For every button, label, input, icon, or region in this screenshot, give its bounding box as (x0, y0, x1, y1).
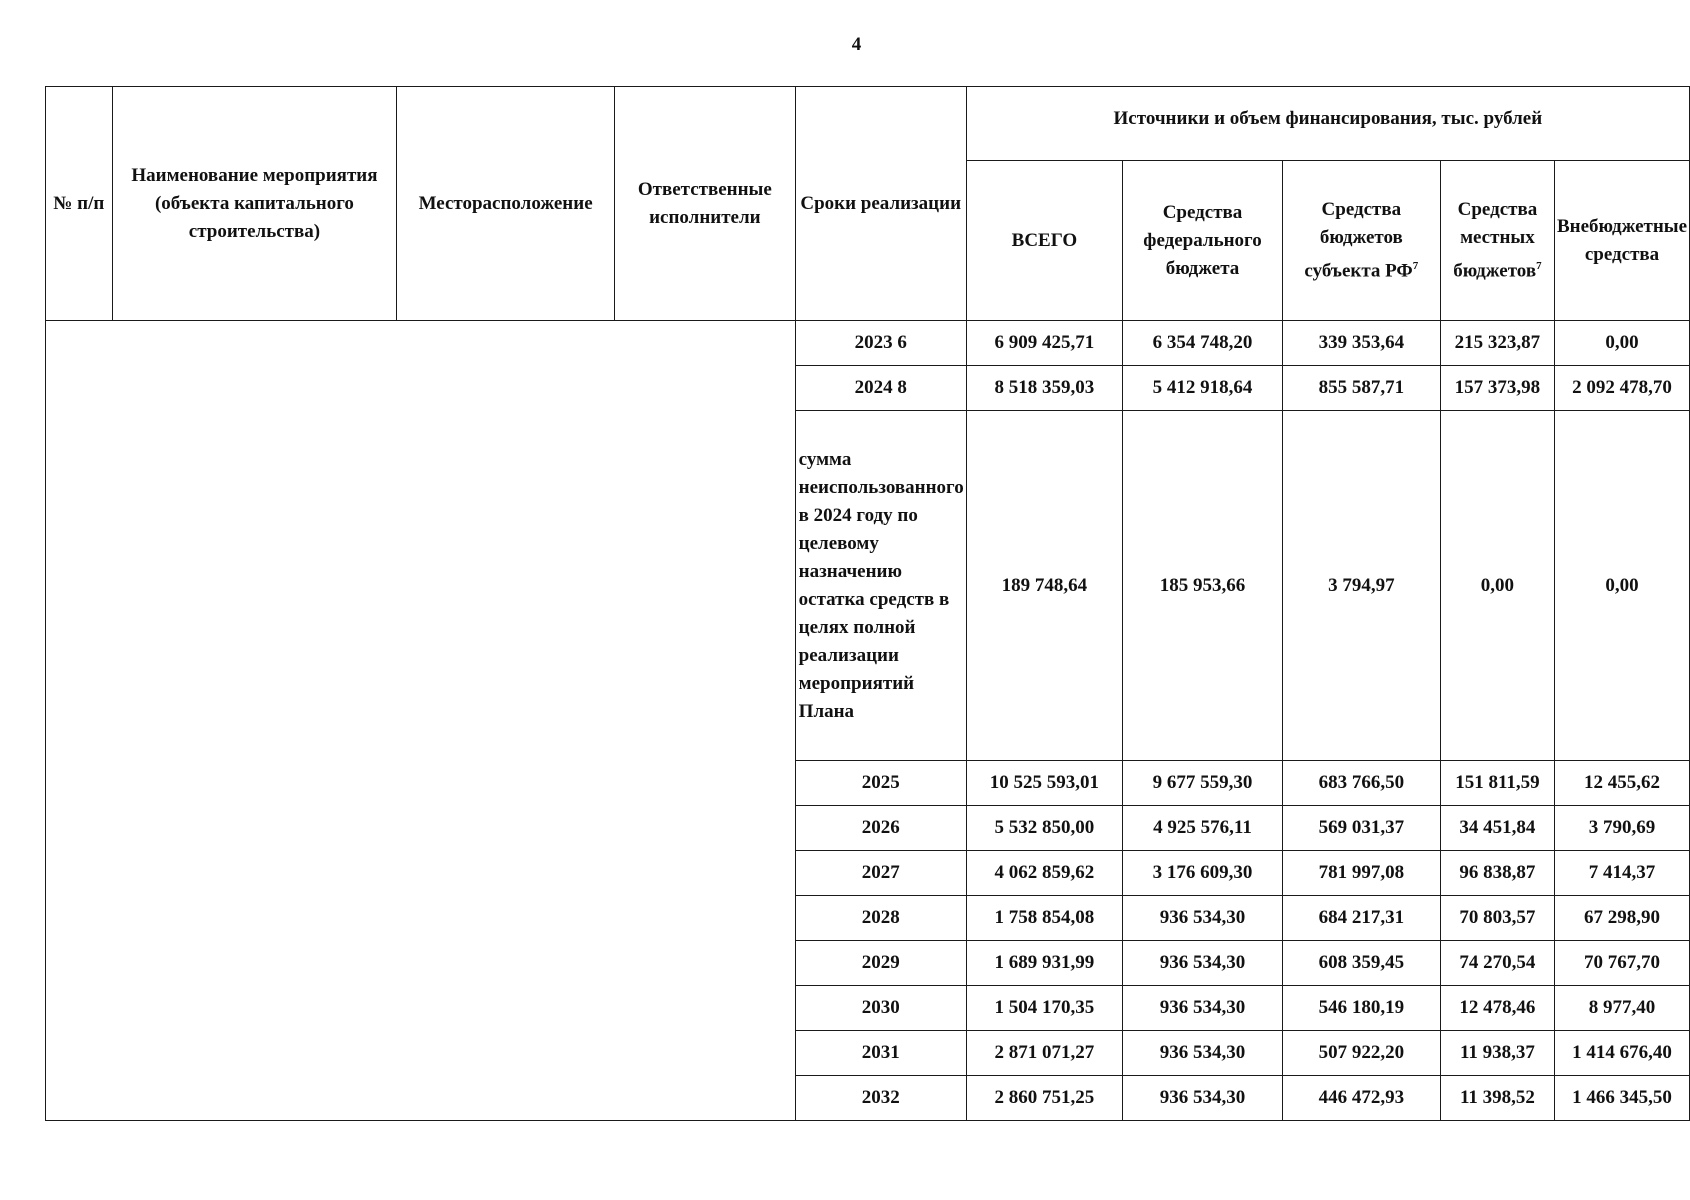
table-row (46, 321, 1690, 366)
row-federal: 936 534,30 (1123, 896, 1283, 941)
row-total: 2 860 751,25 (966, 1076, 1122, 1121)
header-responsible: Ответственные исполнители (615, 87, 796, 321)
row-federal: 5 412 918,64 (1123, 366, 1283, 411)
row-local: 0,00 (1440, 411, 1554, 761)
header-regional-footnote: 7 (1412, 259, 1419, 272)
header-local-footnote: 7 (1536, 259, 1542, 272)
row-local: 215 323,87 (1440, 321, 1554, 366)
row-federal: 6 354 748,20 (1123, 321, 1283, 366)
row-term: 2028 (795, 896, 966, 941)
row-term: 2026 (795, 806, 966, 851)
row-term: 2031 (795, 1031, 966, 1076)
row-local: 11 938,37 (1440, 1031, 1554, 1076)
header-location: Месторасположение (397, 87, 615, 321)
row-extra: 67 298,90 (1555, 896, 1690, 941)
row-total: 189 748,64 (966, 411, 1122, 761)
header-name: Наименование мероприятия (объекта капитального строительства) (112, 87, 397, 321)
row-federal: 185 953,66 (1123, 411, 1283, 761)
row-local: 96 838,87 (1440, 851, 1554, 896)
row-extra: 1 414 676,40 (1555, 1031, 1690, 1076)
row-federal: 936 534,30 (1123, 1076, 1283, 1121)
row-regional: 683 766,50 (1282, 761, 1440, 806)
row-total: 2 871 071,27 (966, 1031, 1122, 1076)
row-regional: 507 922,20 (1282, 1031, 1440, 1076)
row-total: 4 062 859,62 (966, 851, 1122, 896)
row-federal: 9 677 559,30 (1123, 761, 1283, 806)
row-extra: 2 092 478,70 (1555, 366, 1690, 411)
row-regional: 339 353,64 (1282, 321, 1440, 366)
row-regional: 569 031,37 (1282, 806, 1440, 851)
row-federal: 936 534,30 (1123, 986, 1283, 1031)
row-term: 2030 (795, 986, 966, 1031)
row-regional: 855 587,71 (1282, 366, 1440, 411)
header-federal: Средства федерального бюджета (1123, 161, 1283, 321)
row-total: 6 909 425,71 (966, 321, 1122, 366)
empty-merged-cell (46, 321, 796, 1121)
header-regional (1282, 161, 1440, 321)
financing-table (45, 86, 1690, 1121)
row-federal: 4 925 576,11 (1123, 806, 1283, 851)
row-local: 34 451,84 (1440, 806, 1554, 851)
row-extra: 0,00 (1555, 321, 1690, 366)
row-local: 74 270,54 (1440, 941, 1554, 986)
row-term: 2023 6 (795, 321, 966, 366)
header-terms: Сроки реализации (795, 87, 966, 321)
row-regional: 608 359,45 (1282, 941, 1440, 986)
row-total: 1 504 170,35 (966, 986, 1122, 1031)
row-total: 10 525 593,01 (966, 761, 1122, 806)
row-term: 2024 8 (795, 366, 966, 411)
row-extra: 8 977,40 (1555, 986, 1690, 1031)
row-local: 12 478,46 (1440, 986, 1554, 1031)
row-total: 1 758 854,08 (966, 896, 1122, 941)
row-extra: 12 455,62 (1555, 761, 1690, 806)
row-regional: 546 180,19 (1282, 986, 1440, 1031)
row-term: 2032 (795, 1076, 966, 1121)
header-row-1 (46, 87, 1690, 161)
row-term: 2025 (795, 761, 966, 806)
row-local: 151 811,59 (1440, 761, 1554, 806)
row-term: 2027 (795, 851, 966, 896)
header-sources-group: Источники и объем финансирования, тыс. рублей (966, 87, 1689, 161)
row-federal: 936 534,30 (1123, 941, 1283, 986)
header-local-label: Средства местных бюджетов (1453, 198, 1538, 282)
row-regional: 3 794,97 (1282, 411, 1440, 761)
row-local: 70 803,57 (1440, 896, 1554, 941)
row-local: 11 398,52 (1440, 1076, 1554, 1121)
row-term-note: сумма неиспользованного в 2024 году по целевому назначению остатка средств в целях полной реализации мероприятий Плана (795, 411, 966, 761)
row-regional: 446 472,93 (1282, 1076, 1440, 1121)
row-extra: 3 790,69 (1555, 806, 1690, 851)
row-federal: 936 534,30 (1123, 1031, 1283, 1076)
row-regional: 781 997,08 (1282, 851, 1440, 896)
row-total: 8 518 359,03 (966, 366, 1122, 411)
header-extrabudget: Внебюджетные средства (1555, 161, 1690, 321)
row-local: 157 373,98 (1440, 366, 1554, 411)
page-number: 4 (851, 34, 862, 55)
row-total: 1 689 931,99 (966, 941, 1122, 986)
row-total: 5 532 850,00 (966, 806, 1122, 851)
row-regional: 684 217,31 (1282, 896, 1440, 941)
header-num: № п/п (46, 87, 113, 321)
header-total: ВСЕГО (966, 161, 1122, 321)
row-extra: 0,00 (1555, 411, 1690, 761)
row-term: 2029 (795, 941, 966, 986)
row-extra: 70 767,70 (1555, 941, 1690, 986)
row-extra: 1 466 345,50 (1555, 1076, 1690, 1121)
row-federal: 3 176 609,30 (1123, 851, 1283, 896)
row-extra: 7 414,37 (1555, 851, 1690, 896)
header-local (1440, 161, 1554, 321)
header-regional-label: Средства бюджетов субъекта РФ (1304, 198, 1413, 282)
